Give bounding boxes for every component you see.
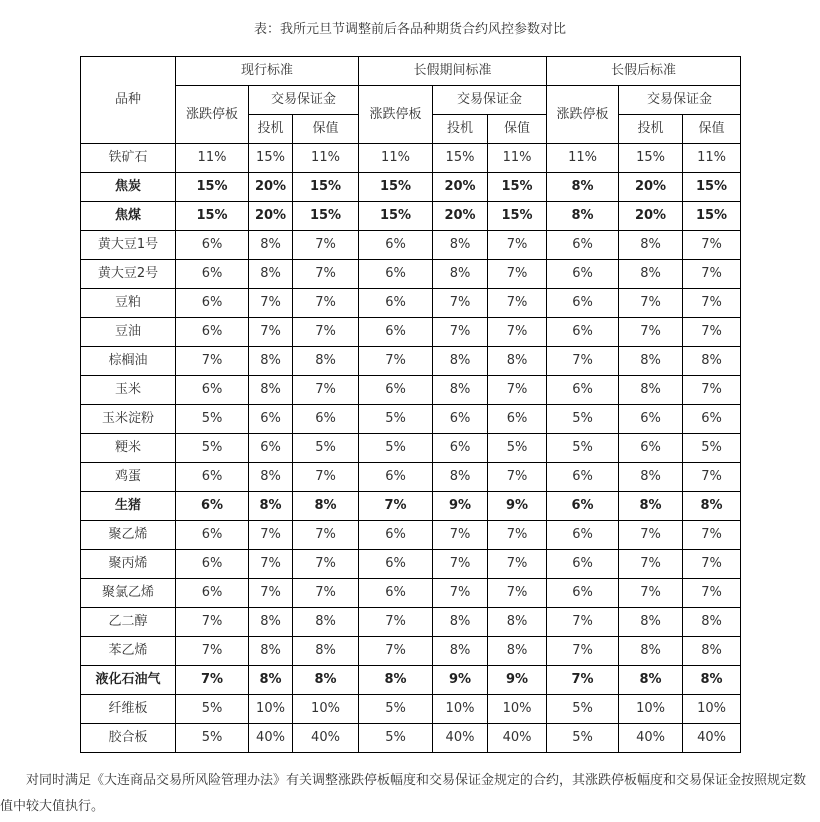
value-cell: 8% [359,666,433,695]
value-cell: 40% [249,724,293,753]
value-cell: 8% [293,347,359,376]
value-cell: 7% [619,550,683,579]
value-cell: 8% [619,376,683,405]
table-row [81,492,741,521]
value-cell: 5% [176,434,249,463]
value-cell: 7% [433,521,488,550]
header-group-holiday: 长假期间标准 [359,57,547,86]
value-cell: 8% [683,492,741,521]
value-cell: 6% [433,405,488,434]
value-cell: 7% [293,376,359,405]
value-cell: 5% [488,434,547,463]
value-cell: 15% [249,144,293,173]
variety-cell: 聚氯乙烯 [81,579,176,608]
value-cell: 8% [619,231,683,260]
value-cell: 6% [249,405,293,434]
value-cell: 6% [547,318,619,347]
value-cell: 9% [488,492,547,521]
value-cell: 11% [547,144,619,173]
value-cell: 8% [293,637,359,666]
value-cell: 40% [619,724,683,753]
value-cell: 5% [359,405,433,434]
value-cell: 8% [249,376,293,405]
value-cell: 40% [683,724,741,753]
variety-cell: 黄大豆2号 [81,260,176,289]
table-row [81,405,741,434]
value-cell: 6% [547,521,619,550]
value-cell: 6% [176,550,249,579]
value-cell: 15% [683,173,741,202]
table-row [81,347,741,376]
value-cell: 7% [683,521,741,550]
value-cell: 40% [433,724,488,753]
value-cell: 20% [433,202,488,231]
value-cell: 7% [249,318,293,347]
value-cell: 7% [359,637,433,666]
value-cell: 5% [547,405,619,434]
value-cell: 20% [619,173,683,202]
value-cell: 8% [488,637,547,666]
table-row [81,637,741,666]
value-cell: 11% [176,144,249,173]
value-cell: 6% [359,318,433,347]
header-margin: 交易保证金 [249,86,359,115]
header-hedging: 保值 [488,115,547,144]
variety-cell: 黄大豆1号 [81,231,176,260]
value-cell: 7% [488,231,547,260]
value-cell: 15% [359,202,433,231]
value-cell: 8% [249,231,293,260]
value-cell: 6% [176,318,249,347]
value-cell: 6% [176,231,249,260]
value-cell: 6% [359,231,433,260]
value-cell: 6% [359,260,433,289]
value-cell: 15% [359,173,433,202]
table-row [81,289,741,318]
value-cell: 7% [176,608,249,637]
header-speculative: 投机 [249,115,293,144]
value-cell: 6% [176,289,249,318]
value-cell: 8% [249,347,293,376]
value-cell: 8% [619,666,683,695]
value-cell: 7% [249,521,293,550]
header-hedging: 保值 [293,115,359,144]
value-cell: 7% [547,666,619,695]
value-cell: 7% [293,550,359,579]
value-cell: 7% [249,550,293,579]
value-cell: 7% [433,550,488,579]
table-row [81,144,741,173]
value-cell: 20% [249,202,293,231]
value-cell: 15% [293,173,359,202]
value-cell: 9% [488,666,547,695]
value-cell: 7% [359,347,433,376]
value-cell: 5% [547,724,619,753]
value-cell: 7% [359,608,433,637]
value-cell: 10% [249,695,293,724]
value-cell: 7% [293,579,359,608]
variety-cell: 豆油 [81,318,176,347]
value-cell: 5% [176,724,249,753]
value-cell: 5% [547,695,619,724]
header-hedging: 保值 [683,115,741,144]
value-cell: 15% [433,144,488,173]
value-cell: 6% [359,463,433,492]
variety-cell: 豆粕 [81,289,176,318]
value-cell: 8% [488,608,547,637]
value-cell: 7% [547,347,619,376]
value-cell: 6% [359,579,433,608]
value-cell: 11% [683,144,741,173]
value-cell: 7% [683,231,741,260]
table-row [81,231,741,260]
value-cell: 8% [433,231,488,260]
value-cell: 7% [683,376,741,405]
value-cell: 8% [433,463,488,492]
value-cell: 6% [488,405,547,434]
value-cell: 6% [359,289,433,318]
value-cell: 7% [683,260,741,289]
value-cell: 8% [619,492,683,521]
value-cell: 7% [359,492,433,521]
value-cell: 6% [176,376,249,405]
value-cell: 7% [683,550,741,579]
table-row [81,666,741,695]
value-cell: 7% [619,318,683,347]
value-cell: 8% [619,260,683,289]
value-cell: 8% [433,608,488,637]
value-cell: 8% [547,173,619,202]
value-cell: 6% [547,463,619,492]
value-cell: 8% [249,666,293,695]
value-cell: 15% [619,144,683,173]
value-cell: 5% [683,434,741,463]
variety-cell: 焦炭 [81,173,176,202]
value-cell: 8% [619,637,683,666]
value-cell: 5% [176,405,249,434]
value-cell: 7% [488,521,547,550]
value-cell: 8% [249,463,293,492]
value-cell: 7% [683,579,741,608]
value-cell: 8% [293,666,359,695]
variety-cell: 玉米淀粉 [81,405,176,434]
header-margin: 交易保证金 [619,86,741,115]
value-cell: 15% [176,202,249,231]
risk-parameter-table [80,56,741,753]
value-cell: 15% [293,202,359,231]
value-cell: 5% [359,434,433,463]
value-cell: 15% [488,173,547,202]
value-cell: 6% [619,434,683,463]
header-variety: 品种 [81,57,176,144]
value-cell: 7% [683,463,741,492]
value-cell: 7% [488,289,547,318]
variety-cell: 苯乙烯 [81,637,176,666]
value-cell: 9% [433,666,488,695]
variety-cell: 鸡蛋 [81,463,176,492]
table-row [81,550,741,579]
value-cell: 8% [433,260,488,289]
value-cell: 7% [176,666,249,695]
value-cell: 6% [176,521,249,550]
value-cell: 6% [433,434,488,463]
value-cell: 11% [488,144,547,173]
footnote-paragraph: 对同时满足《大连商品交易所风险管理办法》有关调整涨跌停板幅度和交易保证金规定的合约，其涨跌停板幅度和交易保证金按照规定数值中较大值执行。 [0,773,807,814]
value-cell: 7% [293,318,359,347]
header-margin: 交易保证金 [433,86,547,115]
header-limit: 涨跌停板 [547,86,619,144]
table-row [81,173,741,202]
value-cell: 5% [359,695,433,724]
value-cell: 11% [293,144,359,173]
value-cell: 7% [176,637,249,666]
value-cell: 6% [176,492,249,521]
header-group-current: 现行标准 [176,57,359,86]
value-cell: 7% [488,463,547,492]
value-cell: 6% [176,579,249,608]
value-cell: 8% [433,637,488,666]
table-row [81,695,741,724]
value-cell: 7% [293,260,359,289]
variety-cell: 棕榈油 [81,347,176,376]
value-cell: 8% [683,608,741,637]
table-row [81,260,741,289]
value-cell: 11% [359,144,433,173]
header-limit: 涨跌停板 [176,86,249,144]
variety-cell: 聚丙烯 [81,550,176,579]
table-row [81,434,741,463]
value-cell: 8% [249,492,293,521]
value-cell: 6% [176,260,249,289]
value-cell: 7% [293,289,359,318]
header-limit: 涨跌停板 [359,86,433,144]
value-cell: 8% [249,608,293,637]
value-cell: 8% [433,347,488,376]
table-row [81,579,741,608]
table-row [81,521,741,550]
table-row [81,318,741,347]
value-cell: 7% [293,463,359,492]
value-cell: 7% [619,289,683,318]
value-cell: 10% [433,695,488,724]
value-cell: 8% [488,347,547,376]
value-cell: 7% [433,579,488,608]
value-cell: 20% [619,202,683,231]
value-cell: 6% [547,376,619,405]
value-cell: 8% [619,608,683,637]
variety-cell: 焦煤 [81,202,176,231]
value-cell: 6% [547,260,619,289]
value-cell: 7% [433,289,488,318]
value-cell: 5% [176,695,249,724]
value-cell: 8% [433,376,488,405]
value-cell: 7% [488,260,547,289]
value-cell: 6% [249,434,293,463]
variety-cell: 乙二醇 [81,608,176,637]
value-cell: 6% [359,521,433,550]
value-cell: 15% [683,202,741,231]
value-cell: 7% [488,318,547,347]
value-cell: 7% [293,521,359,550]
value-cell: 8% [293,608,359,637]
value-cell: 40% [293,724,359,753]
header-group-after: 长假后标准 [547,57,741,86]
value-cell: 7% [547,608,619,637]
value-cell: 8% [547,202,619,231]
value-cell: 6% [547,231,619,260]
value-cell: 6% [547,550,619,579]
table-row [81,202,741,231]
value-cell: 5% [547,434,619,463]
value-cell: 8% [683,666,741,695]
value-cell: 7% [619,579,683,608]
value-cell: 7% [619,521,683,550]
value-cell: 5% [293,434,359,463]
value-cell: 6% [359,550,433,579]
variety-cell: 粳米 [81,434,176,463]
value-cell: 20% [249,173,293,202]
value-cell: 7% [683,318,741,347]
value-cell: 10% [488,695,547,724]
header-speculative: 投机 [619,115,683,144]
table-row [81,724,741,753]
value-cell: 6% [547,492,619,521]
value-cell: 6% [547,289,619,318]
value-cell: 7% [293,231,359,260]
variety-cell: 生猪 [81,492,176,521]
variety-cell: 液化石油气 [81,666,176,695]
variety-cell: 纤维板 [81,695,176,724]
value-cell: 8% [249,260,293,289]
value-cell: 6% [293,405,359,434]
value-cell: 6% [619,405,683,434]
value-cell: 15% [488,202,547,231]
header-speculative: 投机 [433,115,488,144]
value-cell: 6% [359,376,433,405]
value-cell: 7% [547,637,619,666]
value-cell: 6% [176,463,249,492]
variety-cell: 铁矿石 [81,144,176,173]
value-cell: 7% [249,579,293,608]
value-cell: 20% [433,173,488,202]
table-row [81,608,741,637]
value-cell: 15% [176,173,249,202]
value-cell: 8% [683,637,741,666]
variety-cell: 聚乙烯 [81,521,176,550]
value-cell: 9% [433,492,488,521]
value-cell: 6% [683,405,741,434]
table-body [81,144,741,753]
value-cell: 7% [249,289,293,318]
value-cell: 7% [488,550,547,579]
value-cell: 8% [683,347,741,376]
value-cell: 6% [547,579,619,608]
value-cell: 8% [619,347,683,376]
value-cell: 7% [683,289,741,318]
table-caption: 表：我所元旦节调整前后各品种期货合约风控参数对比 [253,22,566,37]
value-cell: 8% [619,463,683,492]
value-cell: 7% [433,318,488,347]
value-cell: 10% [619,695,683,724]
value-cell: 8% [293,492,359,521]
value-cell: 5% [359,724,433,753]
value-cell: 10% [683,695,741,724]
variety-cell: 胶合板 [81,724,176,753]
value-cell: 7% [176,347,249,376]
table-row [81,463,741,492]
variety-cell: 玉米 [81,376,176,405]
value-cell: 8% [249,637,293,666]
table-row [81,376,741,405]
value-cell: 7% [488,579,547,608]
value-cell: 7% [488,376,547,405]
value-cell: 10% [293,695,359,724]
value-cell: 40% [488,724,547,753]
